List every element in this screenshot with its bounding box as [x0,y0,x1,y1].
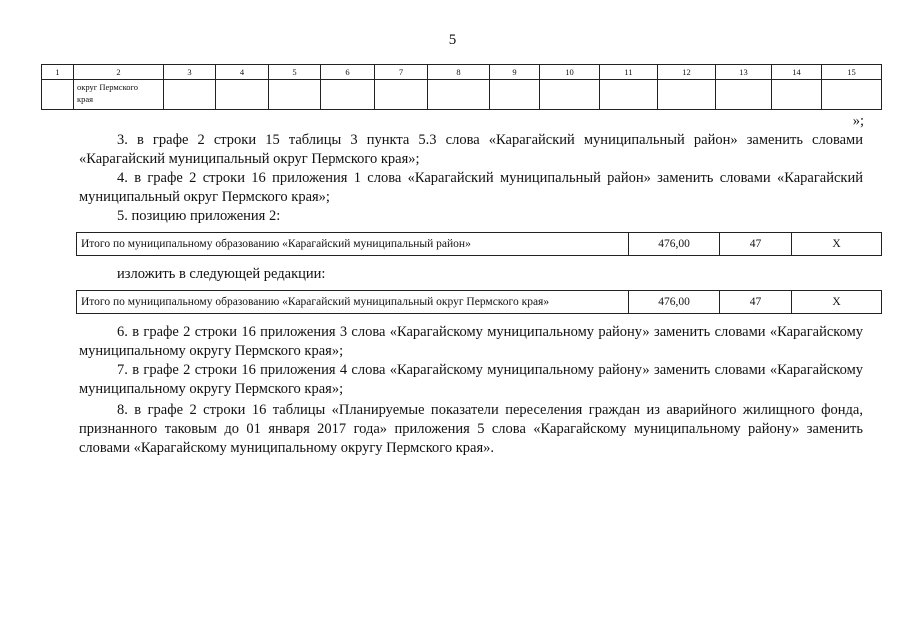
total-mark: X [792,233,882,256]
total-amount: 476,00 [629,233,720,256]
paragraph-4: 4. в графе 2 строки 16 приложения 1 слова «Карагайский муниципальный район» заменить словами «Карагайский муниципальный округ Пермского края»; [79,170,863,205]
paragraph-8: 8. в графе 2 строки 16 таблицы «Планируемые показатели переселения граждан из аварийного жилищного фонда, признанного таковым до 01 января 2017 года» приложения 5 слова «Карагайскому муниципальному району» заменить словами «Карагайскому муниципальному округу Пермского края». [79,402,863,456]
column-number: 3 [164,65,216,80]
table-cell [164,80,216,110]
table-cell [321,80,375,110]
table-cell [716,80,772,110]
table-cell [658,80,716,110]
table-row [42,80,882,110]
column-number: 15 [822,65,882,80]
page-number: 5 [448,32,457,48]
column-table [41,64,882,110]
paragraph-3: 3. в графе 2 строки 15 таблицы 3 пункта 5.3 слова «Карагайский муниципальный район» заменить словами «Карагайский муниципальный округ Пермского края»; [79,132,863,167]
table-cell [42,80,74,110]
column-number: 1 [42,65,74,80]
total-mark: X [792,291,882,314]
table-row [77,233,882,256]
total-label: Итого по муниципальному образованию «Карагайский муниципальный округ Пермского края» [77,291,629,314]
paragraph-7: 7. в графе 2 строки 16 приложения 4 слова «Карагайскому муниципальному району» заменить словами «Карагайскому муниципальному округу Пермского края»; [79,362,863,397]
cell-line: края [77,94,94,104]
column-number: 6 [321,65,375,80]
table-cell [490,80,540,110]
column-number: 8 [428,65,490,80]
table-cell-name [74,80,164,110]
total-count: 47 [720,233,792,256]
table-cell [600,80,658,110]
column-number-row [42,65,882,80]
total-amount: 476,00 [629,291,720,314]
table-cell [428,80,490,110]
column-number: 11 [600,65,658,80]
column-number: 2 [74,65,164,80]
table-cell [269,80,321,110]
column-number: 7 [375,65,428,80]
closing-quote: »; [852,113,864,129]
column-number: 10 [540,65,600,80]
column-number: 4 [216,65,269,80]
table-cell [540,80,600,110]
column-number: 13 [716,65,772,80]
table-cell [375,80,428,110]
new-total-row-table [76,290,882,314]
table-cell [822,80,882,110]
paragraph-redaction: изложить в следующей редакции: [117,266,326,282]
paragraph-5: 5. позицию приложения 2: [117,208,281,224]
column-number: 14 [772,65,822,80]
table-cell [772,80,822,110]
total-label: Итого по муниципальному образованию «Карагайский муниципальный район» [77,233,629,256]
old-total-row-table [76,232,882,256]
column-number: 5 [269,65,321,80]
total-count: 47 [720,291,792,314]
table-row [77,291,882,314]
cell-line: округ Пермского [77,82,139,92]
column-number: 9 [490,65,540,80]
paragraph-6: 6. в графе 2 строки 16 приложения 3 слова «Карагайскому муниципальному району» заменить словами «Карагайскому муниципальному округу Пермского края»; [79,324,863,359]
column-number: 12 [658,65,716,80]
table-cell [216,80,269,110]
